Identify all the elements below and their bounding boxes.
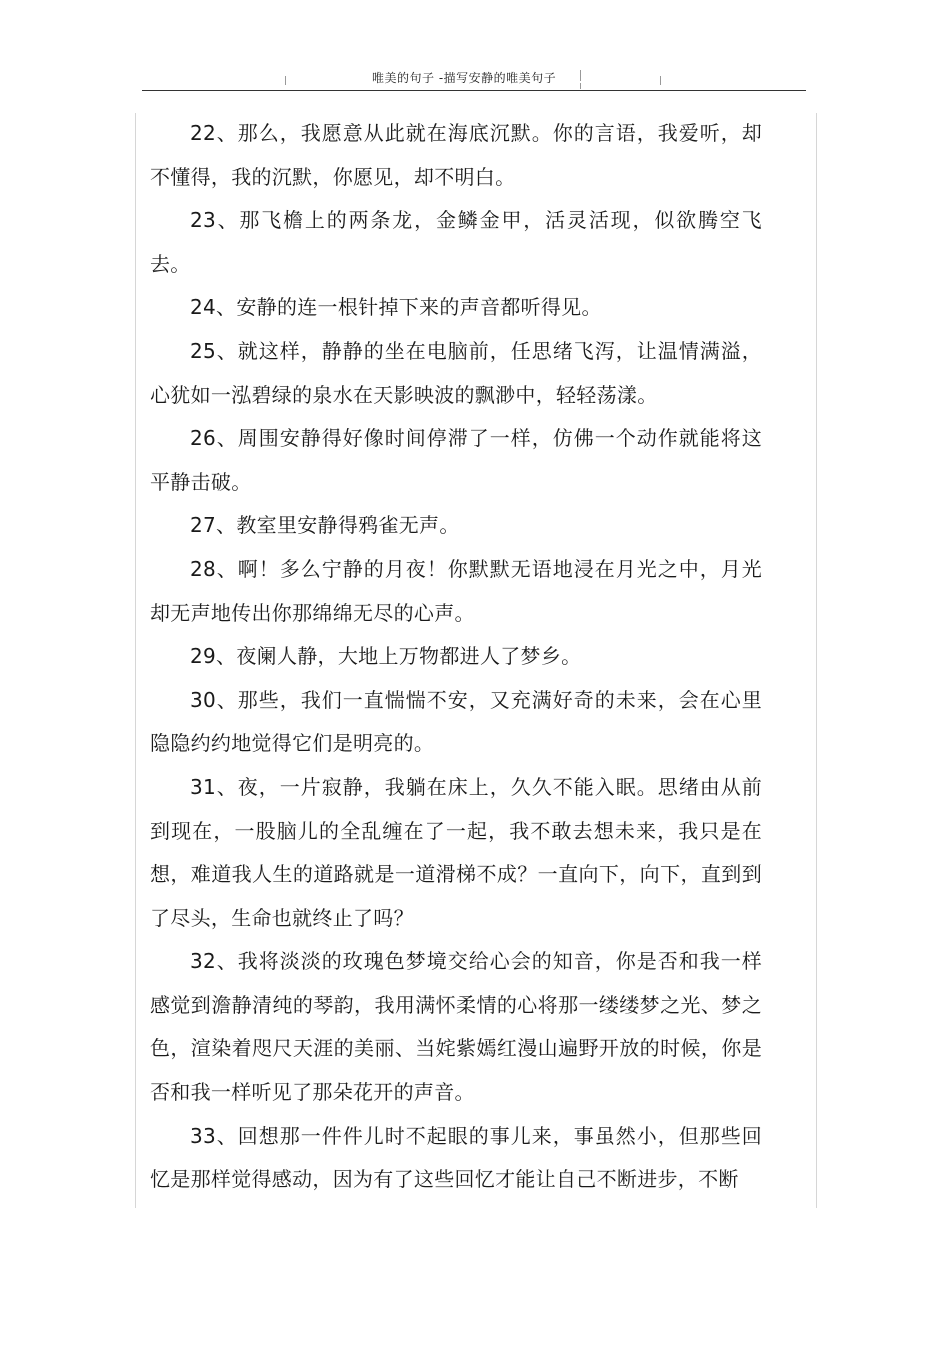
paragraph-23: 23、那飞檐上的两条龙，金鳞金甲，活灵活现，似欲腾空飞去。 xyxy=(150,208,762,276)
header-rule xyxy=(142,90,806,91)
header-tick-mid xyxy=(580,70,581,81)
paragraph-29: 29、夜阑人静，大地上万物都进人了梦乡。 xyxy=(190,644,582,669)
paragraph-24: 24、安静的连一根针掉下来的声音都听得见。 xyxy=(190,295,602,320)
paragraph-26: 26、周围安静得好像时间停滞了一样，仿佛一个动作就能将这平静击破。 xyxy=(150,426,762,494)
header-title: 唯美的句子 -描写安静的唯美句子 xyxy=(372,71,557,85)
header-tick-right xyxy=(660,76,661,85)
paragraph-30: 30、那些，我们一直惴惴不安，又充满好奇的未来，会在心里隐隐约约地觉得它们是明亮的。 xyxy=(150,687,762,756)
paragraph-33: 33、回想那一件件儿时不起眼的事儿来，事虽然小，但那些回忆是那样觉得感动，因为有了这些回忆才能让自己不断进步，不断 xyxy=(150,1123,762,1192)
page-header xyxy=(0,64,950,94)
document-body xyxy=(150,112,762,1202)
paragraph-28: 28、啊！多么宁静的月夜！你默默无语地浸在月光之中，月光却无声地传出你那绵绵无尽的心声。 xyxy=(150,556,762,625)
paragraph-31: 31、夜，一片寂静，我躺在床上，久久不能入眠。思绪由从前到现在，一股脑儿的全乱缠在了一起，我不敢去想未来，我只是在想，难道我人生的道路就是一道滑梯不成？一直向下，向下，直到到了尽头，生命也就终止了吗？ xyxy=(150,774,762,930)
paragraph-32: 32、我将淡淡的玫瑰色梦境交给心会的知音，你是否和我一样感觉到澹静清纯的琴韵，我用满怀柔情的心将那一缕缕梦之光、梦之色，渲染着咫尺天涯的美丽、当姹紫嫣红漫山遍野开放的时候，你是否和我一样听见了那朵花开的声音。 xyxy=(150,949,762,1105)
header-tick-mid-low xyxy=(580,83,581,89)
paragraph-25: 25、就这样，静静的坐在电脑前，任思绪飞泻，让温情满溢，心犹如一泓碧绿的泉水在天影映波的飘渺中，轻轻荡漾。 xyxy=(150,338,762,407)
header-tick-left xyxy=(285,76,286,85)
paragraph-27: 27、教室里安静得鸦雀无声。 xyxy=(190,513,460,538)
paragraph-22: 22、那么，我愿意从此就在海底沉默。你的言语，我爱听，却不懂得，我的沉默，你愿见，却不明白。 xyxy=(150,121,762,189)
